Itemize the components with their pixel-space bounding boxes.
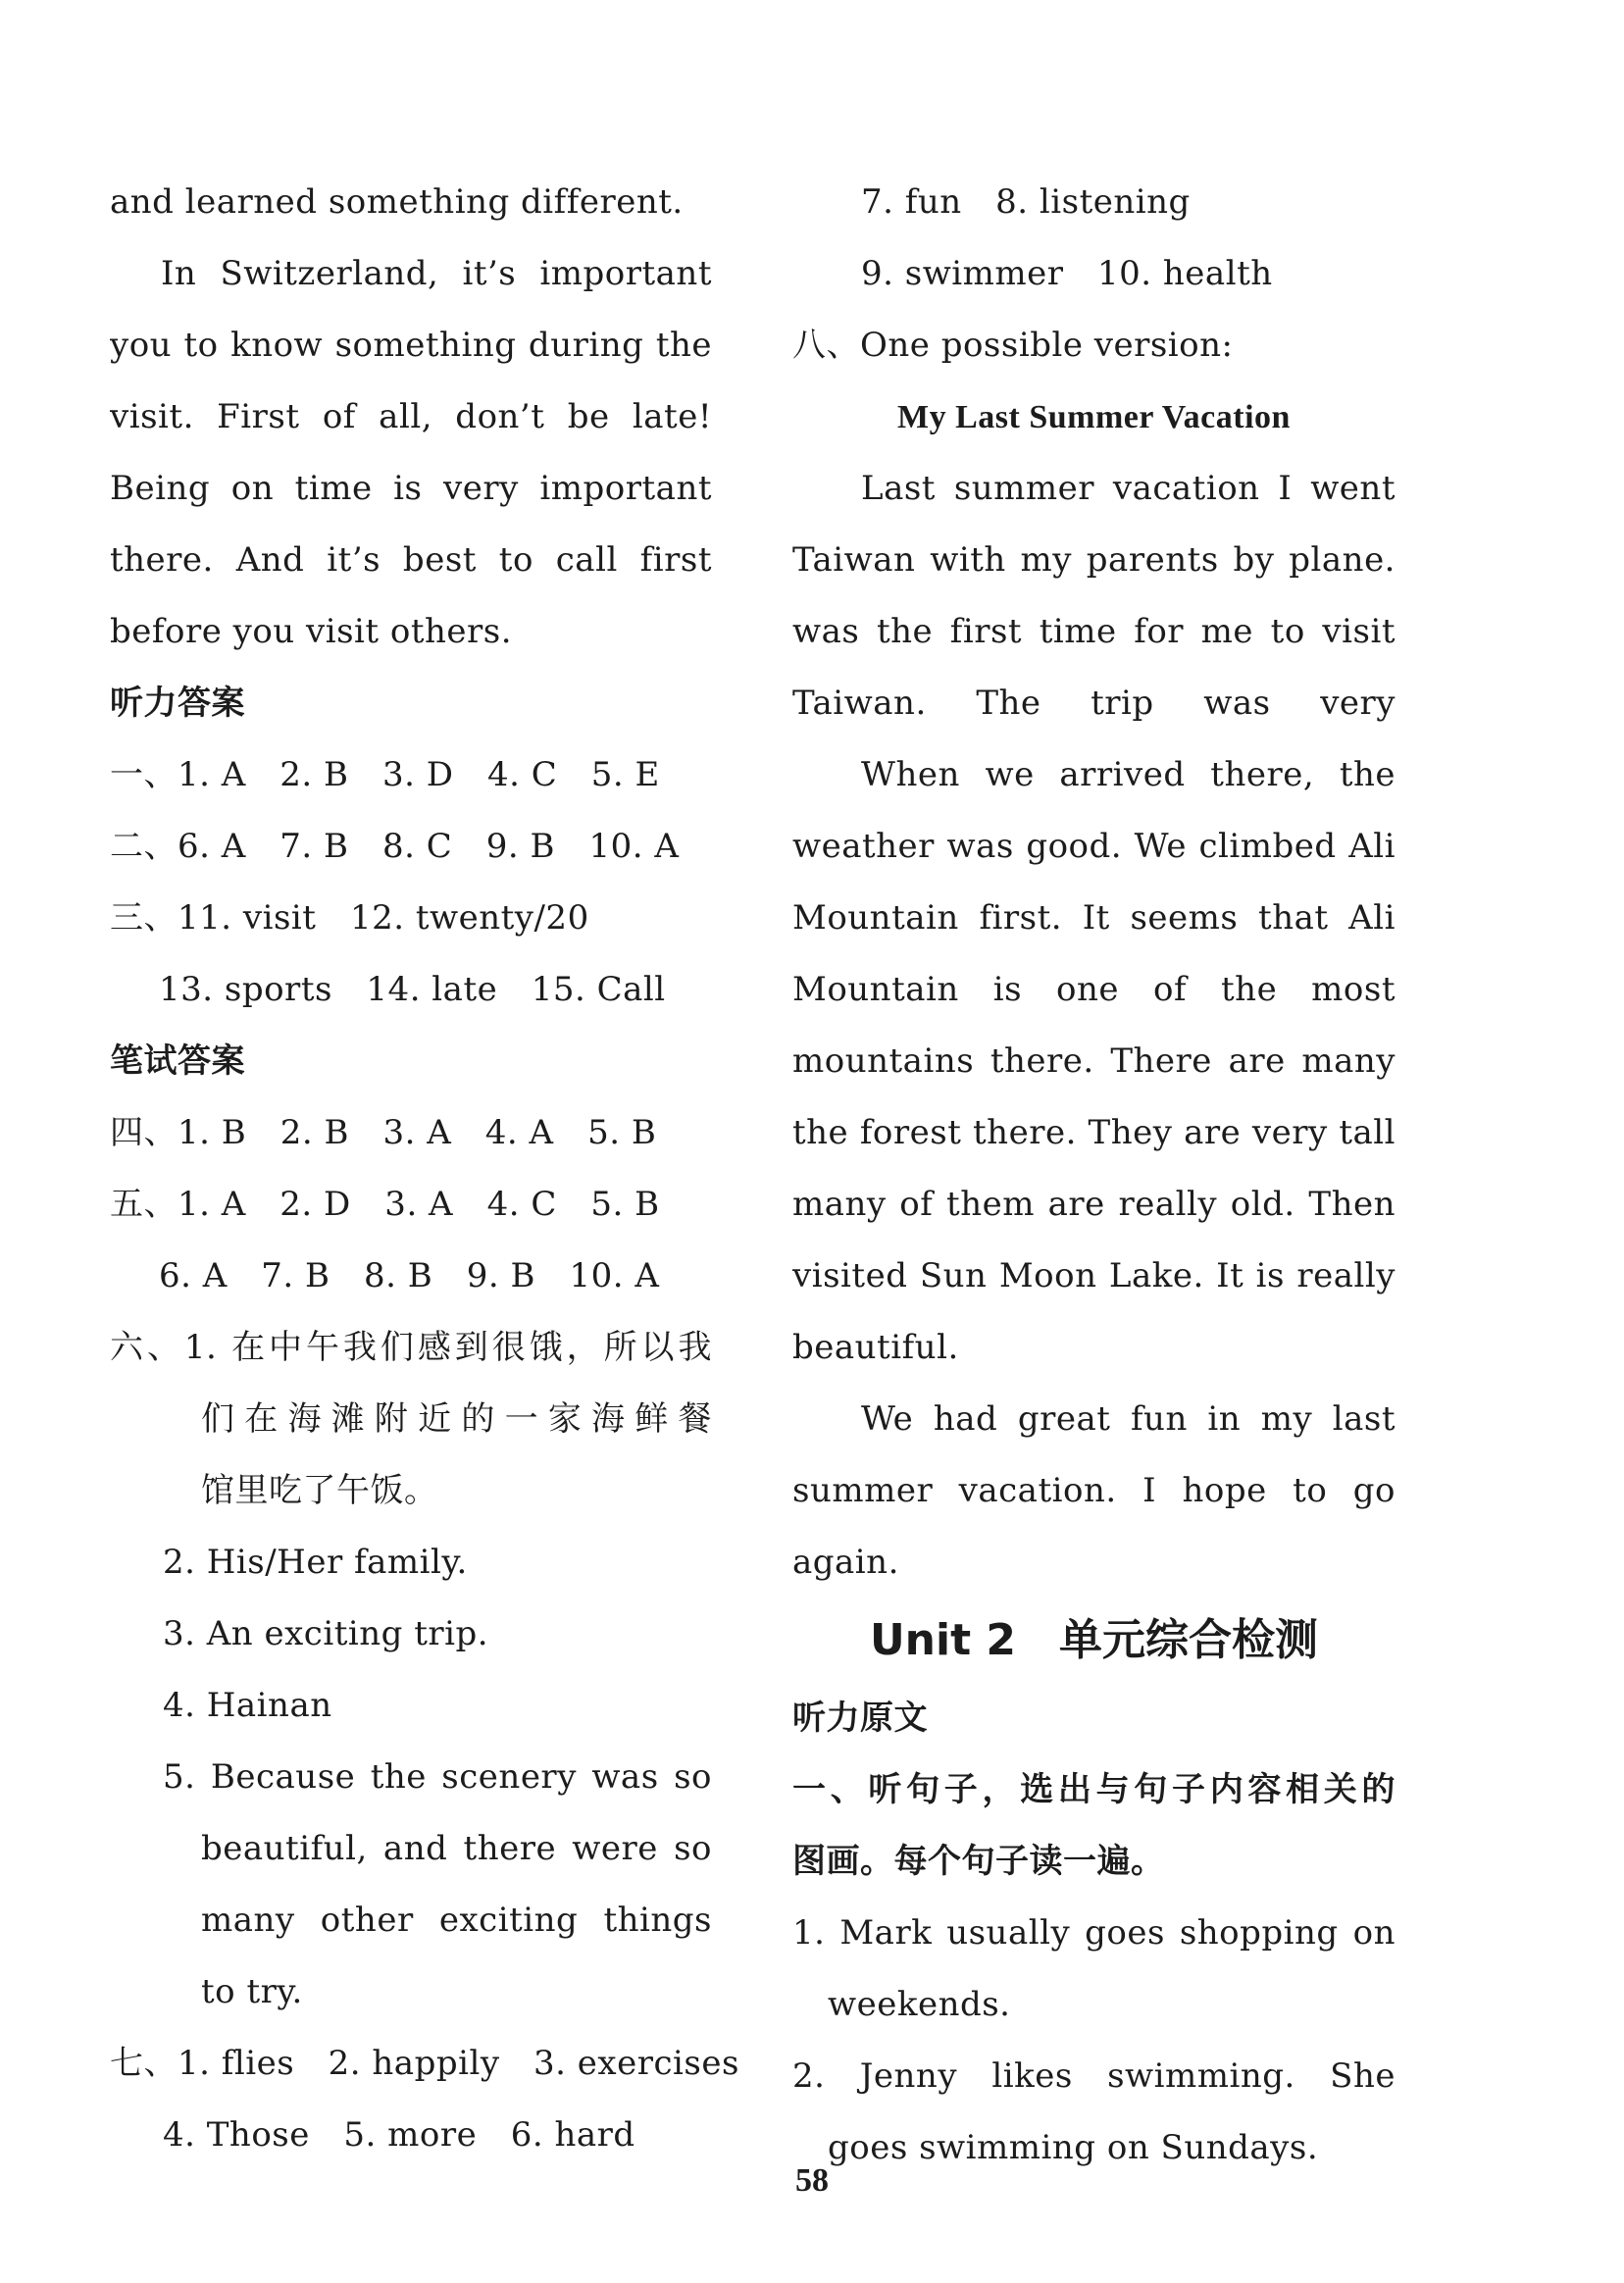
question-line: 1. Mark usually goes shopping on: [792, 1913, 1396, 1953]
unit-title: Unit 2 单元综合检测: [869, 1615, 1319, 1665]
instruction-line: 一、听句子，选出与句子内容相关的: [792, 1770, 1396, 1809]
answer-line: 5. Because the scenery was so: [163, 1757, 712, 1797]
answer-line: many other exciting things: [201, 1901, 712, 1940]
answer-line: beautiful, and there were so: [201, 1829, 712, 1868]
answer-line: 一、1. A 2. B 3. D 4. C 5. E: [110, 755, 660, 794]
answer-line: 馆里吃了午饭。: [201, 1471, 438, 1510]
right-column: [792, 167, 1396, 2184]
essay-line: Mountain first. It seems that Ali: [792, 898, 1396, 938]
answer-line: 4. Hainan: [163, 1686, 332, 1725]
essay-line: We had great fun in my last: [861, 1399, 1396, 1439]
essay-line: beautiful.: [792, 1328, 959, 1367]
answer-line: 四、1. B 2. B 3. A 4. A 5. B: [110, 1113, 657, 1152]
answer-line: 9. swimmer 10. health: [861, 254, 1273, 293]
answer-line: 三、11. visit 12. twenty/20: [110, 898, 589, 938]
listening-text-heading: 听力原文: [792, 1699, 928, 1738]
answer-line: 3. An exciting trip.: [163, 1614, 489, 1653]
listening-answers-heading: 听力答案: [110, 684, 245, 723]
essay-line: When we arrived there, the: [861, 755, 1396, 794]
text-line: In Switzerland, it’s important: [161, 254, 712, 293]
essay-line: Taiwan. The trip was very: [792, 684, 1396, 723]
essay-line: mountains there. There are many: [792, 1041, 1396, 1081]
answer-line: 五、1. A 2. D 3. A 4. C 5. B: [110, 1185, 660, 1224]
text-line: there. And it’s best to call first: [110, 540, 712, 580]
answer-line: 七、1. flies 2. happily 3. exercises: [110, 2044, 739, 2083]
answer-line: 2. His/Her family.: [163, 1543, 468, 1582]
essay-line: Last summer vacation I went: [861, 469, 1396, 508]
answer-line: 7. fun 8. listening: [861, 182, 1191, 222]
essay-line: Mountain is one of the most: [792, 970, 1396, 1009]
answer-line: 八、One possible version:: [792, 326, 1234, 365]
text-line: visit. First of all, don’t be late!: [110, 397, 712, 436]
answer-line: 4. Those 5. more 6. hard: [163, 2115, 635, 2155]
question-line: weekends.: [828, 1985, 1011, 2024]
instruction-line: 图画。每个句子读一遍。: [792, 1842, 1165, 1881]
text-line: you to know something during the: [110, 326, 712, 365]
essay-line: many of them are really old. Then: [792, 1185, 1396, 1224]
question-line: goes swimming on Sundays.: [828, 2128, 1319, 2167]
essay-title: My Last Summer Vacation: [897, 399, 1291, 435]
left-column: [110, 167, 739, 2171]
essay-line: summer vacation. I hope to go: [792, 1471, 1396, 1510]
answer-line: 6. A 7. B 8. B 9. B 10. A: [159, 1256, 660, 1295]
page-number: 58: [795, 2162, 829, 2199]
answer-line: 13. sports 14. late 15. Call: [159, 970, 666, 1009]
answer-line: 们在海滩附近的一家海鲜餐: [201, 1399, 712, 1439]
essay-line: visited Sun Moon Lake. It is really: [792, 1256, 1396, 1295]
text-line: and learned something different.: [110, 182, 684, 222]
text-line: before you visit others.: [110, 612, 513, 651]
answer-line: 六、1. 在中午我们感到很饿，所以我: [110, 1328, 712, 1367]
essay-line: was the first time for me to visit: [792, 612, 1396, 651]
text-line: Being on time is very important: [110, 469, 712, 508]
answer-line: to try.: [201, 1972, 303, 2011]
essay-line: Taiwan with my parents by plane.: [792, 540, 1396, 580]
essay-line: weather was good. We climbed Ali: [792, 827, 1396, 866]
written-answers-heading: 笔试答案: [110, 1041, 245, 1081]
answer-line: 二、6. A 7. B 8. C 9. B 10. A: [110, 827, 680, 866]
essay-line: the forest there. They are very tall: [792, 1113, 1396, 1152]
essay-line: again.: [792, 1543, 899, 1582]
question-line: 2. Jenny likes swimming. She: [792, 2056, 1396, 2096]
